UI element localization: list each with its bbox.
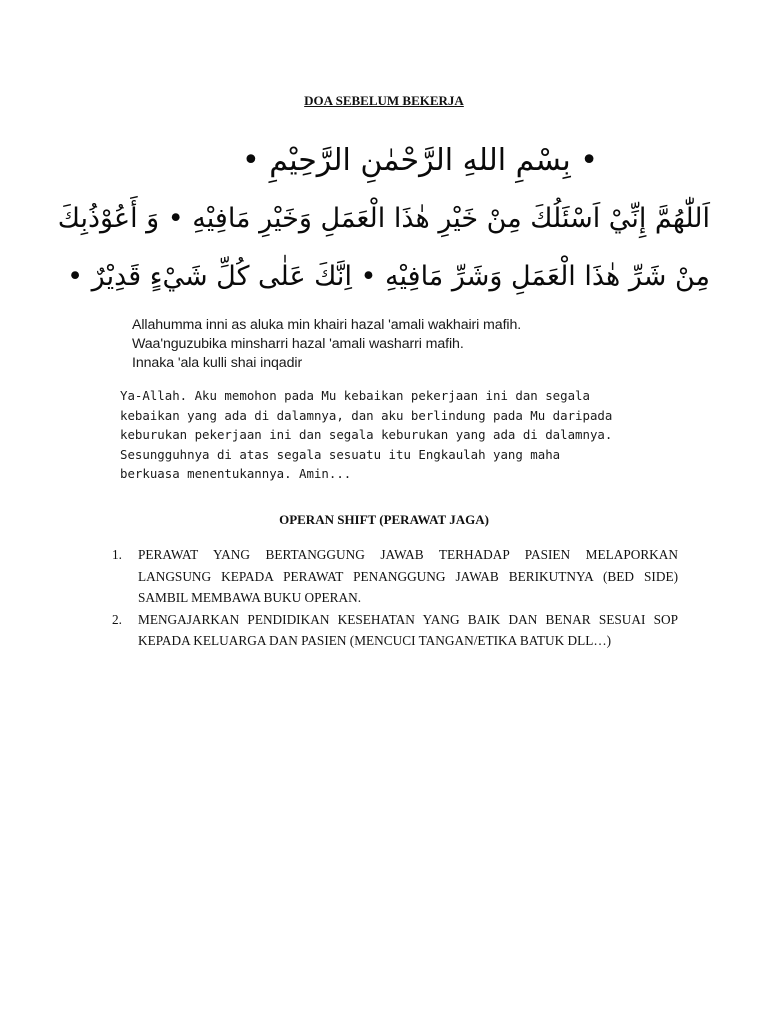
arabic-line-3: مِنْ شَرِّ هٰذَا الْعَمَلِ وَشَرِّ مَافِيْهِ • اِنَّكَ عَلٰى كُلِّ شَيْءٍ قَدِيْرٌ • [67, 261, 710, 292]
arabic-line-2: اَللّٰهُمَّ إِنِّيْ اَسْئَلُكَ مِنْ خَيْرِ هٰذَا الْعَمَلِ وَخَيْرِ مَافِيْهِ • وَ أَعُوْذُبِكَ [57, 203, 710, 234]
doa-title: DOA SEBELUM BEKERJA [304, 93, 464, 108]
arabic-prayer [57, 132, 710, 306]
translation [120, 386, 720, 484]
transliteration-line-1: Allahumma inni as aluka min khairi hazal 'amali wakhairi mafih. [132, 317, 522, 333]
translation-line-4: Sesungguhnya di atas segala sesuatu itu Engkaulah yang maha [120, 446, 561, 462]
list-item [112, 609, 678, 652]
list-item-number: 1. [112, 547, 122, 562]
translation-line-3: keburukan pekerjaan ini dan segala keburukan yang ada di dalamnya. [120, 427, 613, 442]
translation-line-1: Ya-Allah. Aku memohon pada Mu kebaikan pekerjaan ini dan segala [120, 388, 590, 403]
translation-line-5: berkuasa menentukannya. Amin... [120, 466, 352, 481]
transliteration-line-2: Waa'nguzubika minsharri hazal 'amali washarri mafih. [132, 336, 464, 352]
operan-list [112, 544, 678, 652]
list-item [112, 544, 678, 609]
operan-title: OPERAN SHIFT (PERAWAT JAGA) [279, 512, 489, 527]
transliteration-line-3: Innaka 'ala kulli shai inqadir [132, 355, 303, 371]
arabic-line-1: • بِسْمِ اللهِ الرَّحْمٰنِ الرَّحِيْمِ • [242, 143, 598, 178]
list-item-text: PERAWAT YANG BERTANGGUNG JAWAB TERHADAP PASIEN MELAPORKAN LANGSUNG KEPADA PERAWAT PENANGGUNG JAWAB BERIKUTNYA (BED SIDE) SAMBIL MEMBAWA BUKU OPERAN. [138, 547, 678, 605]
list-item-number: 2. [112, 611, 122, 627]
transliteration [132, 316, 692, 373]
translation-line-2: kebaikan yang ada di dalamnya, dan aku berlindung pada Mu daripada [120, 407, 613, 423]
list-item-text: MENGAJARKAN PENDIDIKAN KESEHATAN YANG BAIK DAN BENAR SESUAI SOP KEPADA KELUARGA DAN PASIEN (MENCUCI TANGAN/ETIKA BATUK DLL…) [138, 611, 678, 648]
